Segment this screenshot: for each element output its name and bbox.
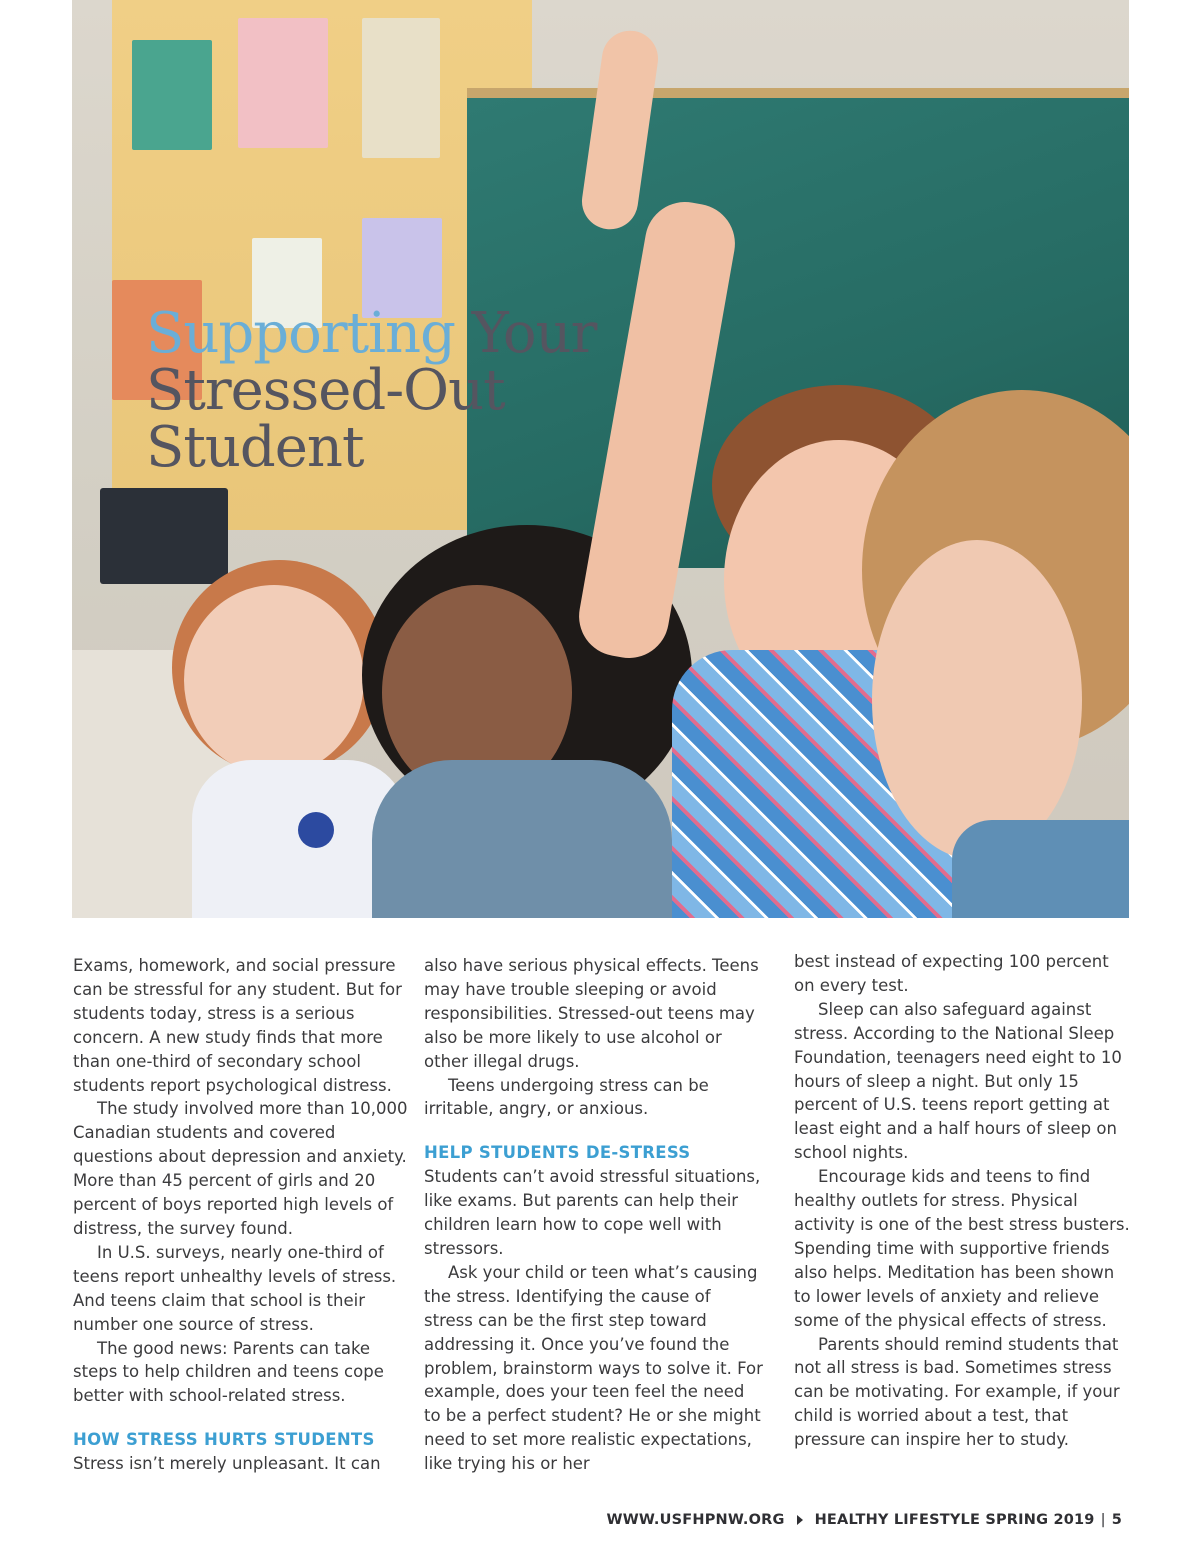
shirt	[952, 820, 1129, 918]
footer-separator: |	[1100, 1512, 1106, 1528]
paragraph: Encourage kids and teens to find healthy outlets for stress. Physical activity is one of the best stress busters. Spending time with supportive friends also helps. Meditation has been shown to lower levels of anxiety and relieve some of the physical effects of stress.	[794, 1167, 1130, 1330]
column-2	[424, 954, 764, 1476]
poster	[238, 18, 328, 148]
paragraph: The good news: Parents can take steps to help children and teens cope better with school-related stress.	[73, 1338, 384, 1406]
poster	[362, 18, 440, 158]
computer-monitor	[100, 488, 228, 584]
arrow-right-icon	[797, 1515, 803, 1525]
article-title	[146, 301, 597, 480]
title-accent: Supporting	[146, 301, 455, 366]
face	[872, 540, 1082, 860]
footer-url[interactable]: WWW.USFHPNW.ORG	[606, 1512, 785, 1528]
page-footer	[607, 1512, 1122, 1528]
face	[184, 585, 364, 775]
paragraph: Teens undergoing stress can be irritable, angry, or anxious.	[424, 1075, 709, 1119]
column-1	[73, 954, 413, 1476]
page-number: 5	[1111, 1512, 1122, 1528]
paragraph: In U.S. surveys, nearly one-third of teens report unhealthy levels of stress. And teens claim that school is their number one source of stress.	[73, 1242, 397, 1334]
section-heading: HELP STUDENTS DE-STRESS	[424, 1143, 691, 1163]
column-3	[794, 950, 1134, 1452]
footer-publication: HEALTHY LIFESTYLE SPRING 2019	[814, 1512, 1095, 1528]
paragraph: Sleep can also safeguard against stress. According to the National Sleep Foundation, teenagers need eight to 10 hours of sleep a night. But only 15 percent of U.S. teens report getting at least eight and a half hours of sleep on school nights.	[794, 999, 1122, 1163]
paragraph: Ask your child or teen what’s causing the stress. Identifying the cause of stress can be the first step toward addressing it. Once you’ve found the problem, brainstorm ways to solve it. For example, does your teen feel the need to be a perfect student? He or she might need to set more realistic expectations, like trying his or her	[424, 1262, 763, 1474]
dress-bow	[298, 812, 334, 848]
paragraph: The study involved more than 10,000 Canadian students and covered questions about depression and anxiety. More than 45 percent of girls and 20 percent of boys reported high levels of distress, the survey found.	[73, 1099, 408, 1238]
paragraph: Parents should remind students that not all stress is bad. Sometimes stress can be motivating. For example, if your child is worried about a test, that pressure can inspire her to study.	[794, 1334, 1120, 1450]
hero-photo	[72, 0, 1129, 918]
paragraph: Stress isn’t merely unpleasant. It can	[73, 1454, 381, 1474]
title-line2: Stressed-Out	[146, 358, 505, 423]
denim-jacket	[372, 760, 672, 918]
paragraph: also have serious physical effects. Teens may have trouble sleeping or avoid responsibilities. Stressed-out teens may also be more likely to use alcohol or other illegal drugs.	[424, 956, 759, 1071]
paragraph: Students can’t avoid stressful situations, like exams. But parents can help their children learn how to cope well with stressors.	[424, 1167, 761, 1258]
paragraph: Exams, homework, and social pressure can be stressful for any student. But for students today, stress is a serious concern. A new study finds that more than one-third of secondary school students report psychological distress.	[73, 956, 402, 1095]
paragraph: best instead of expecting 100 percent on every test.	[794, 952, 1109, 995]
title-line1-rest: Your	[454, 301, 597, 366]
title-line3: Student	[146, 415, 364, 480]
poster	[132, 40, 212, 150]
section-heading: HOW STRESS HURTS STUDENTS	[73, 1430, 375, 1450]
